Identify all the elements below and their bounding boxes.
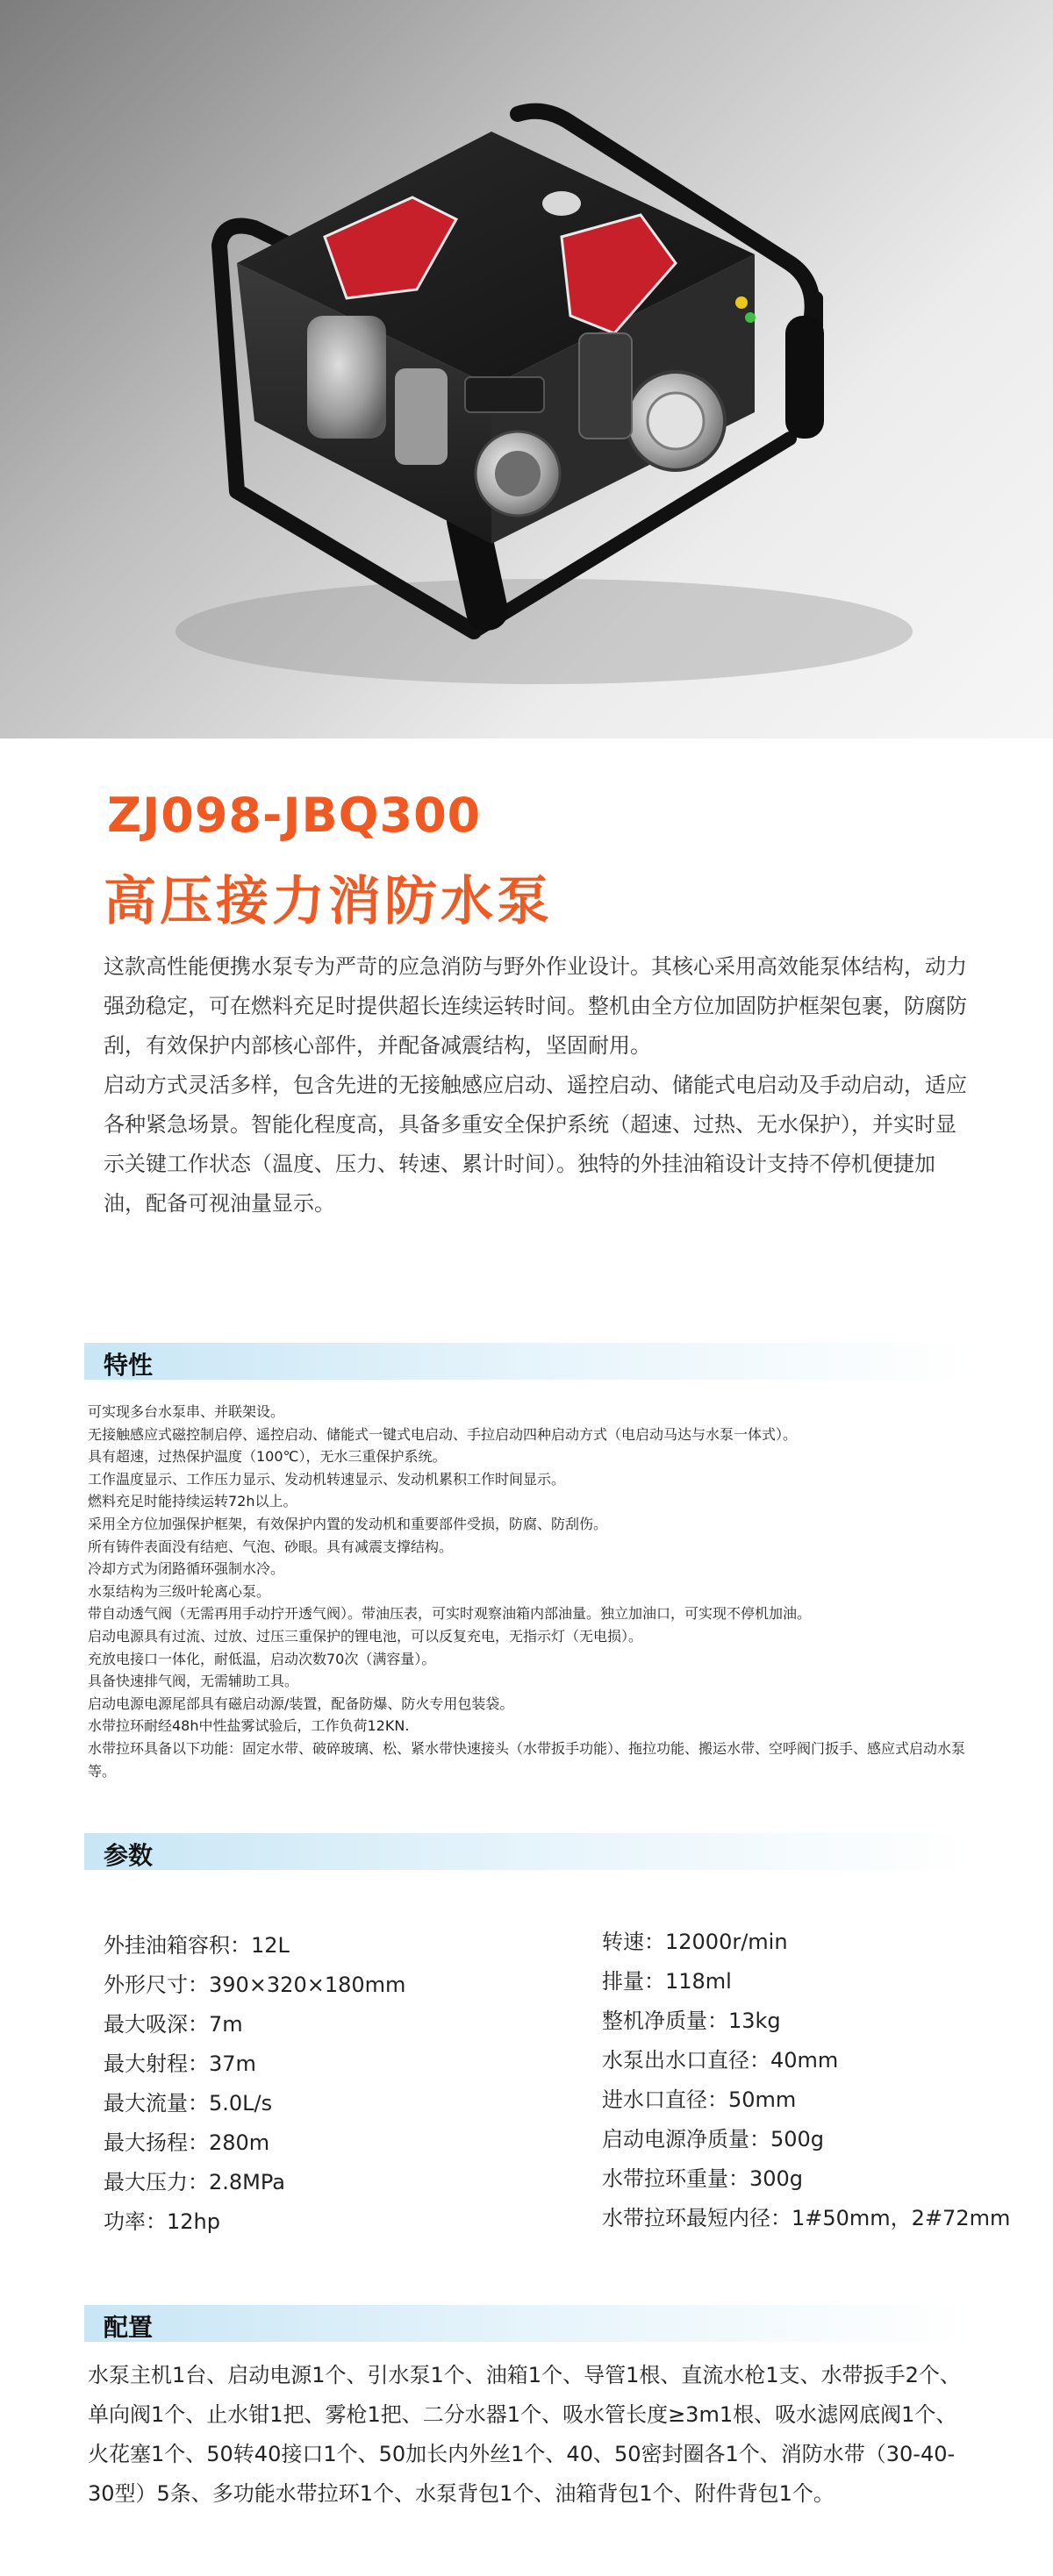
section-header-features [84, 1343, 971, 1380]
feature-list [88, 1401, 974, 1782]
param-item: 排量：118ml [602, 1969, 732, 1994]
product-photo [0, 0, 1053, 739]
fire-pump-illustration [0, 0, 1053, 739]
section-title: 配置 [104, 2313, 154, 2342]
feature-item: 启动电源具有过流、过放、过压三重保护的锂电池，可以反复充电，无指示灯（无电损）。 [88, 1627, 643, 1645]
feature-item: 启动电源电源尾部具有磁启动源/装置，配备防爆、防火专用包装袋。 [88, 1695, 514, 1712]
params-left-column [104, 1926, 405, 2242]
feature-item: 水带拉环耐经48h中性盐雾试验后，工作负荷12KN. [88, 1717, 410, 1735]
param-item: 最大流量：5.0L/s [104, 2091, 273, 2116]
param-item: 启动电源净质量：500g [602, 2127, 825, 2151]
feature-item: 充放电接口一体化，耐低温，启动次数70次（满容量）。 [88, 1650, 436, 1667]
product-intro [104, 947, 972, 1224]
param-item: 最大扬程：280m [104, 2130, 270, 2155]
param-item: 最大射程：37m [104, 2052, 256, 2076]
intro-paragraph: 启动方式灵活多样，包含先进的无接触感应启动、遥控启动、储能式电启动及手动启动，适应各种紧急场景。智能化程度高，具备多重安全保护系统（超速、过热、无水保护），并实时显示关键工作状态（温度、压力、转速、累计时间）。独特的外挂油箱设计支持不停机便捷加油，配备可视油量显示。 [104, 1073, 967, 1216]
param-item: 整机净质量：13kg [602, 2009, 781, 2033]
param-item: 水泵出水口直径：40mm [602, 2048, 839, 2073]
param-item: 转速：12000r/min [602, 1930, 788, 1954]
feature-item: 采用全方位加强保护框架，有效保护内置的发动机和重要部件受损，防腐、防刮伤。 [88, 1515, 608, 1532]
param-item: 水带拉环最短内径：1#50mm，2#72mm [602, 2206, 1011, 2230]
feature-item: 水带拉环具备以下功能：固定水带、破碎玻璃、松、紧水带快速接头（水带扳手功能）、拖拉功能、搬运水带、空呼阀门扳手、感应式启动水泵等。 [88, 1739, 966, 1780]
feature-item: 燃料充足时能持续运转72h以上。 [88, 1493, 297, 1510]
feature-item: 无接触感应式磁控制启停、遥控启动、储能式一键式电启动、手拉启动四种启动方式（电启动马达与水泵一体式）。 [88, 1425, 798, 1443]
product-title: 高压接力消防水泵 [104, 871, 553, 932]
param-item: 外形尺寸：390×320×180mm [104, 1973, 406, 1997]
intro-paragraph: 这款高性能便携水泵专为严苛的应急消防与野外作业设计。其核心采用高效能泵体结构，动力强劲稳定，可在燃料充足时提供超长连续运转时间。整机由全方位加固防护框架包裹，防腐防刮，有效保护内部核心部件，并配备减震结构，坚固耐用。 [104, 954, 967, 1058]
param-item: 水带拉环重量：300g [602, 2166, 804, 2191]
feature-item: 所有铸件表面没有结疤、气泡、砂眼。具有减震支撑结构。 [88, 1538, 454, 1555]
param-item: 最大压力：2.8MPa [104, 2170, 285, 2194]
feature-item: 可实现多台水泵串、并联架设。 [88, 1403, 285, 1420]
section-header-config [84, 2305, 971, 2342]
product-model: ZJ098-JBQ300 [107, 788, 482, 843]
section-title: 参数 [104, 1841, 154, 1870]
feature-item: 具有超速，过热保护温度（100℃），无水三重保护系统。 [88, 1448, 447, 1466]
feature-item: 具备快速排气阀，无需辅助工具。 [88, 1673, 299, 1690]
section-header-params [84, 1833, 971, 1870]
config-list: 水泵主机1台、启动电源1个、引水泵1个、油箱1个、导管1根、直流水枪1支、水带扳手2个、单向阀1个、止水钳1把、雾枪1把、二分水器1个、吸水管长度≥3m1根、吸水滤网底阀1个、火花塞1个、50转40接口1个、50加长内外丝1个、40、50密封圈各1个、消防水带（30-40-30型）5条、多功能水带拉环1个、水泵背包1个、油箱背包1个、附件背包1个。 [88, 2363, 961, 2506]
feature-item: 带自动透气阀（无需再用手动拧开透气阀）。带油压表，可实时观察油箱内部油量。独立加油口，可实现不停机加油。 [88, 1605, 812, 1623]
param-item: 进水口直径：50mm [602, 2087, 797, 2112]
param-item: 外挂油箱容积：12L [104, 1933, 290, 1958]
params-right-column [602, 1923, 1010, 2238]
feature-item: 水泵结构为三级叶轮离心泵。 [88, 1582, 271, 1600]
section-title: 特性 [104, 1351, 154, 1380]
feature-item: 冷却方式为闭路循环强制水冷。 [88, 1560, 285, 1578]
param-item: 最大吸深：7m [104, 2012, 243, 2037]
param-item: 功率：12hp [104, 2209, 220, 2234]
feature-item: 工作温度显示、工作压力显示、发动机转速显示、发动机累积工作时间显示。 [88, 1470, 566, 1488]
